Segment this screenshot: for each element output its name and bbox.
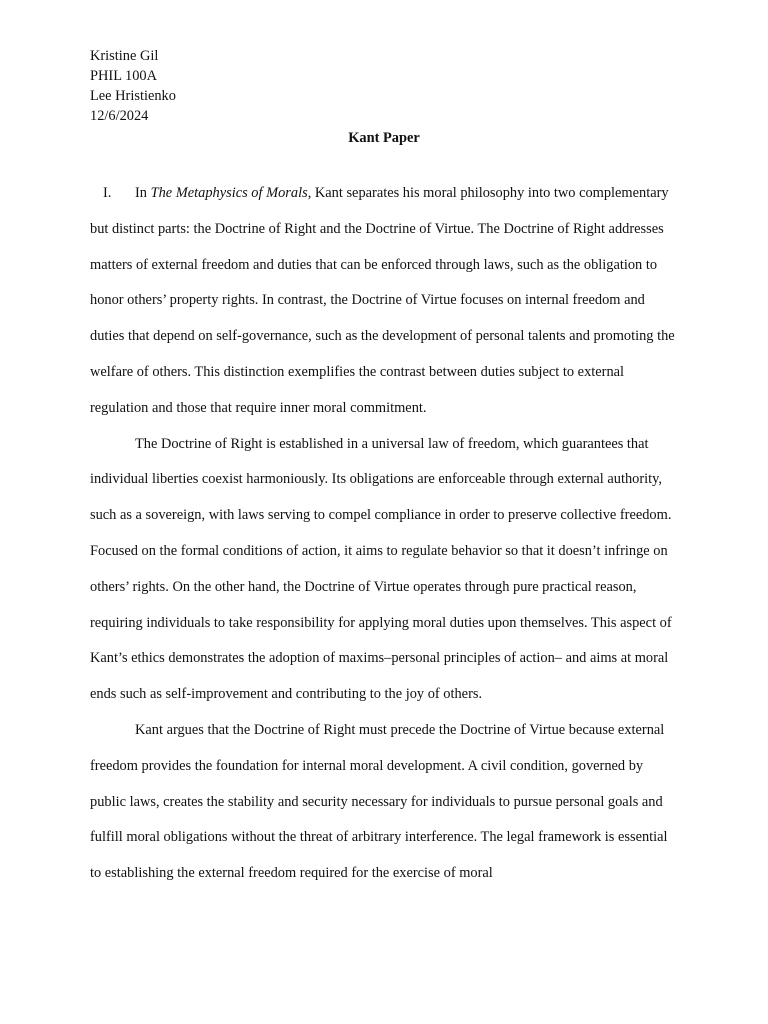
paragraph-2: The Doctrine of Right is established in a universal law of freedom, which guarantees that individual liberties coexist harmoniously. Its obligations are enforceable through external authority, such as a sovereign, with laws serving to compel compliance in order to preserve collective freedom. Focused on the formal conditions of action, it aims to regulate behavior so that it doesn’t infringe on others’ rights. On the other hand, the Doctrine of Virtue operates through pure practical reason, requiring individuals to take responsibility for applying moral duties upon themselves. This aspect of Kant’s ethics demonstrates the adoption of maxims–personal principles of action– and aims at moral ends such as self-improvement and contributing to the joy of others. <box>90 435 672 703</box>
book-title: The Metaphysics of Morals <box>150 185 308 201</box>
instructor-name: Lee Hristienko <box>90 88 176 104</box>
paragraph-1 <box>90 176 680 427</box>
section-number: I. <box>103 185 112 201</box>
paragraph-1-text: , Kant separates his moral philosophy into two complementary but distinct parts: the Doctrine of Right and the Doctrine of Virtue. The Doctrine of Right addresses matters of external freedom and duties that can be enforced through laws, such as the obligation to honor others’ property rights. In contrast, the Doctrine of Virtue focuses on internal freedom and duties that depend on self-governance, such as the development of personal talents and promoting the welfare of others. This distinction exemplifies the contrast between duties subject to external regulation and those that require inner moral commitment. <box>90 185 675 416</box>
course-code: PHIL 100A <box>90 68 158 84</box>
header-block <box>90 46 176 126</box>
author-name: Kristine Gil <box>90 48 159 64</box>
paper-body <box>90 176 680 892</box>
paragraph-3: Kant argues that the Doctrine of Right must precede the Doctrine of Virtue because external freedom provides the foundation for internal moral development. A civil condition, governed by public laws, creates the stability and security necessary for individuals to pursue personal goals and fulfill moral obligations without the threat of arbitrary interference. The legal framework is essential to establishing the external freedom required for the exercise of moral <box>90 721 668 882</box>
paper-title: Kant Paper <box>348 130 420 146</box>
paper-date: 12/6/2024 <box>90 108 149 124</box>
paragraph-1-prefix: In <box>135 185 151 201</box>
